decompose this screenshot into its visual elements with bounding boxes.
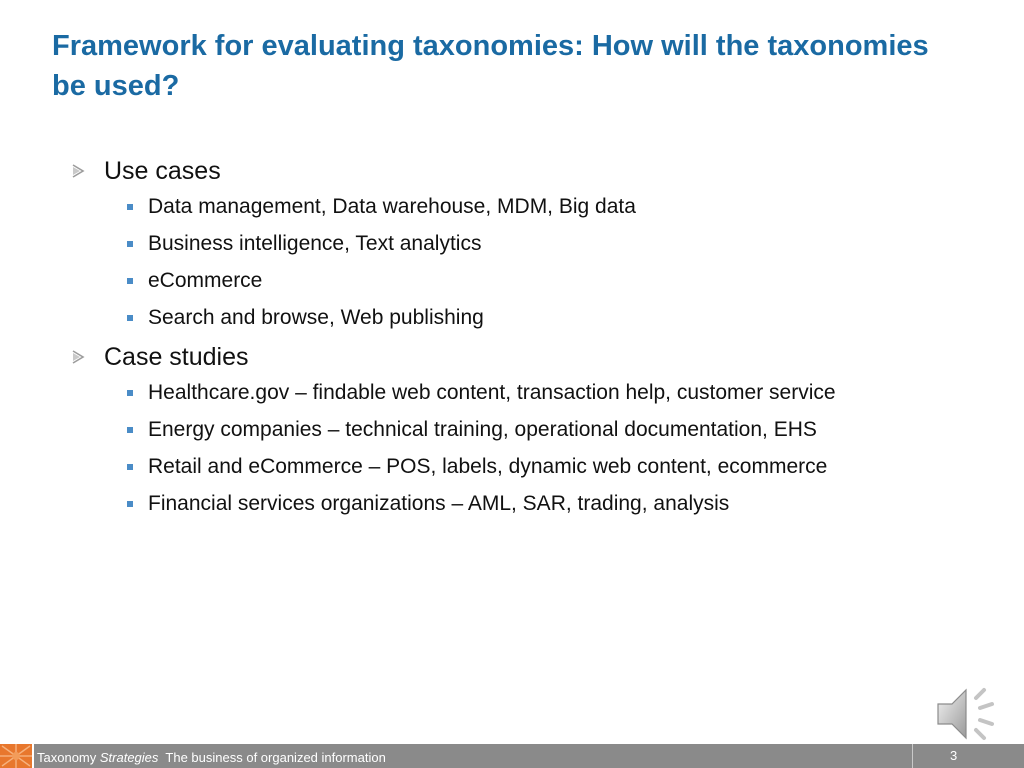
arrow-bullet-icon <box>70 154 88 188</box>
list-item-text: Data management, Data warehouse, MDM, Big data <box>148 195 636 218</box>
footer-branding <box>37 750 386 765</box>
list-item-text: Energy companies – technical training, operational documentation, EHS <box>148 418 817 441</box>
brand-tagline: The business of organized information <box>165 750 386 765</box>
square-bullet-icon <box>127 204 133 210</box>
list-item <box>148 489 1000 519</box>
square-bullet-icon <box>127 241 133 247</box>
page-number: 3 <box>950 748 958 763</box>
sunburst-logo-icon <box>0 744 32 768</box>
list-item-text: Retail and eCommerce – POS, labels, dynamic web content, ecommerce <box>148 455 828 478</box>
square-bullet-icon <box>127 390 133 396</box>
footer-divider <box>32 744 34 768</box>
section-heading-label: Use cases <box>104 157 221 185</box>
square-bullet-icon <box>127 427 133 433</box>
section-heading-case-studies <box>70 340 1000 374</box>
list-item-text: Financial services organizations – AML, SAR, trading, analysis <box>148 492 730 515</box>
square-bullet-icon <box>127 464 133 470</box>
square-bullet-icon <box>127 501 133 507</box>
brand-name-italic: Strategies <box>99 750 159 765</box>
list-item <box>148 266 1000 296</box>
section-heading-label: Case studies <box>104 343 249 371</box>
list-item-text: Search and browse, Web publishing <box>148 306 484 329</box>
footer-divider <box>912 744 913 768</box>
list-item <box>148 303 1000 333</box>
list-item <box>148 415 1000 445</box>
arrow-bullet-icon <box>70 340 88 374</box>
list-item <box>148 229 1000 259</box>
list-item <box>148 378 1000 408</box>
speaker-icon[interactable] <box>932 682 1008 746</box>
list-item-text: Business intelligence, Text analytics <box>148 232 482 255</box>
list-item-text: eCommerce <box>148 269 263 292</box>
square-bullet-icon <box>127 315 133 321</box>
list-item <box>148 192 1000 222</box>
slide-title: Framework for evaluating taxonomies: How will the taxonomies be used? <box>52 30 929 102</box>
footer-bar <box>0 744 1024 768</box>
bullet-list <box>70 154 1000 526</box>
list-item <box>148 452 1000 482</box>
list-item-text: Healthcare.gov – findable web content, transaction help, customer service <box>148 381 836 404</box>
brand-name: Taxonomy <box>37 750 97 765</box>
section-heading-use-cases <box>70 154 1000 188</box>
square-bullet-icon <box>127 278 133 284</box>
